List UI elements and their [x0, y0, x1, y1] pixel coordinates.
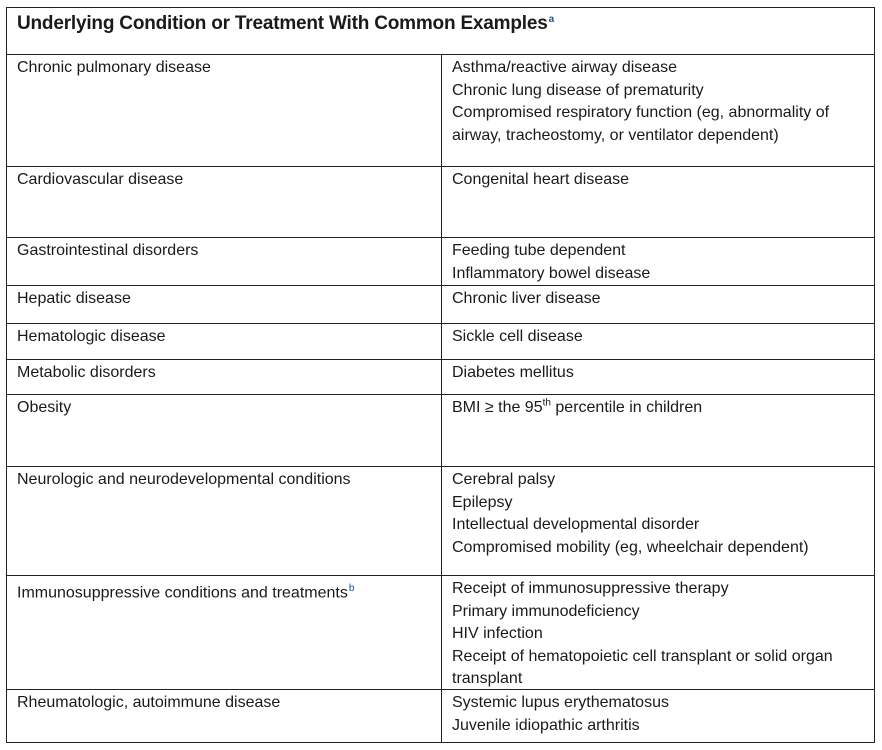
examples-cell	[452, 469, 862, 559]
table-row	[7, 395, 874, 467]
condition-cell	[17, 578, 432, 605]
example-item: Inflammatory bowel disease	[452, 264, 651, 282]
example-item: airway, tracheostomy, or ventilator dependent)	[452, 126, 779, 144]
table-title-text: Underlying Condition or Treatment With Common Examples	[17, 13, 548, 34]
example-item	[452, 397, 862, 420]
examples-cell	[452, 240, 862, 285]
table-row	[7, 167, 874, 238]
condition-cell: Metabolic disorders	[17, 364, 156, 381]
conditions-table	[6, 7, 875, 743]
table-row	[7, 467, 874, 576]
condition-cell: Hepatic disease	[17, 290, 131, 307]
examples-cell	[452, 362, 862, 385]
table-title	[17, 13, 554, 35]
examples-cell	[452, 57, 862, 147]
condition-cell: Cardiovascular disease	[17, 171, 184, 188]
example-item: Cerebral palsy	[452, 471, 556, 488]
table-row	[7, 55, 874, 167]
condition-cell: Gastrointestinal disorders	[17, 242, 199, 259]
condition-cell: Chronic pulmonary disease	[17, 59, 211, 76]
example-item: Sickle cell disease	[452, 328, 583, 345]
example-item: HIV infection	[452, 625, 543, 642]
example-item: Chronic lung disease of prematurity	[452, 81, 704, 99]
example-item: Receipt of immunosuppressive therapy	[452, 580, 729, 597]
condition-cell: Obesity	[17, 399, 72, 416]
table-row	[7, 360, 874, 395]
table-row	[7, 324, 874, 360]
examples-cell	[452, 288, 862, 311]
example-item: Congenital heart disease	[452, 171, 630, 188]
example-item: Diabetes mellitus	[452, 364, 574, 381]
examples-cell	[452, 692, 862, 737]
example-item: transplant	[452, 670, 523, 687]
ordinal-suffix: th	[542, 397, 551, 409]
examples-cell	[452, 578, 862, 691]
example-item: Receipt of hematopoietic cell transplant or solid organ	[452, 647, 833, 665]
example-item: Systemic lupus erythematosus	[452, 694, 669, 711]
condition-cell: Neurologic and neurodevelopmental conditions	[17, 471, 351, 488]
examples-cell	[452, 169, 862, 192]
example-item: Compromised respiratory function (eg, abnormality of	[452, 104, 830, 121]
title-footnote-marker: a	[548, 13, 554, 25]
bmi-text-end: percentile in children	[550, 399, 703, 416]
condition-text: Immunosuppressive conditions and treatments	[17, 584, 348, 602]
example-item: Primary immunodeficiency	[452, 602, 640, 620]
table-row	[7, 238, 874, 286]
table-row	[7, 690, 874, 742]
table-header-row	[7, 8, 874, 55]
bmi-text: BMI ≥ the 95	[452, 399, 543, 416]
table-row	[7, 286, 874, 324]
example-item: Juvenile idiopathic arthritis	[452, 716, 640, 734]
table-row	[7, 576, 874, 690]
condition-cell: Rheumatologic, autoimmune disease	[17, 694, 281, 711]
examples-cell	[452, 397, 862, 420]
example-item: Epilepsy	[452, 493, 513, 511]
example-item: Asthma/reactive airway disease	[452, 59, 677, 76]
examples-cell	[452, 326, 862, 349]
example-item: Chronic liver disease	[452, 290, 601, 307]
condition-cell: Hematologic disease	[17, 328, 166, 345]
example-item: Feeding tube dependent	[452, 242, 626, 259]
condition-footnote-marker: b	[348, 583, 355, 594]
example-item: Compromised mobility (eg, wheelchair dependent)	[452, 538, 809, 556]
example-item: Intellectual developmental disorder	[452, 516, 700, 533]
